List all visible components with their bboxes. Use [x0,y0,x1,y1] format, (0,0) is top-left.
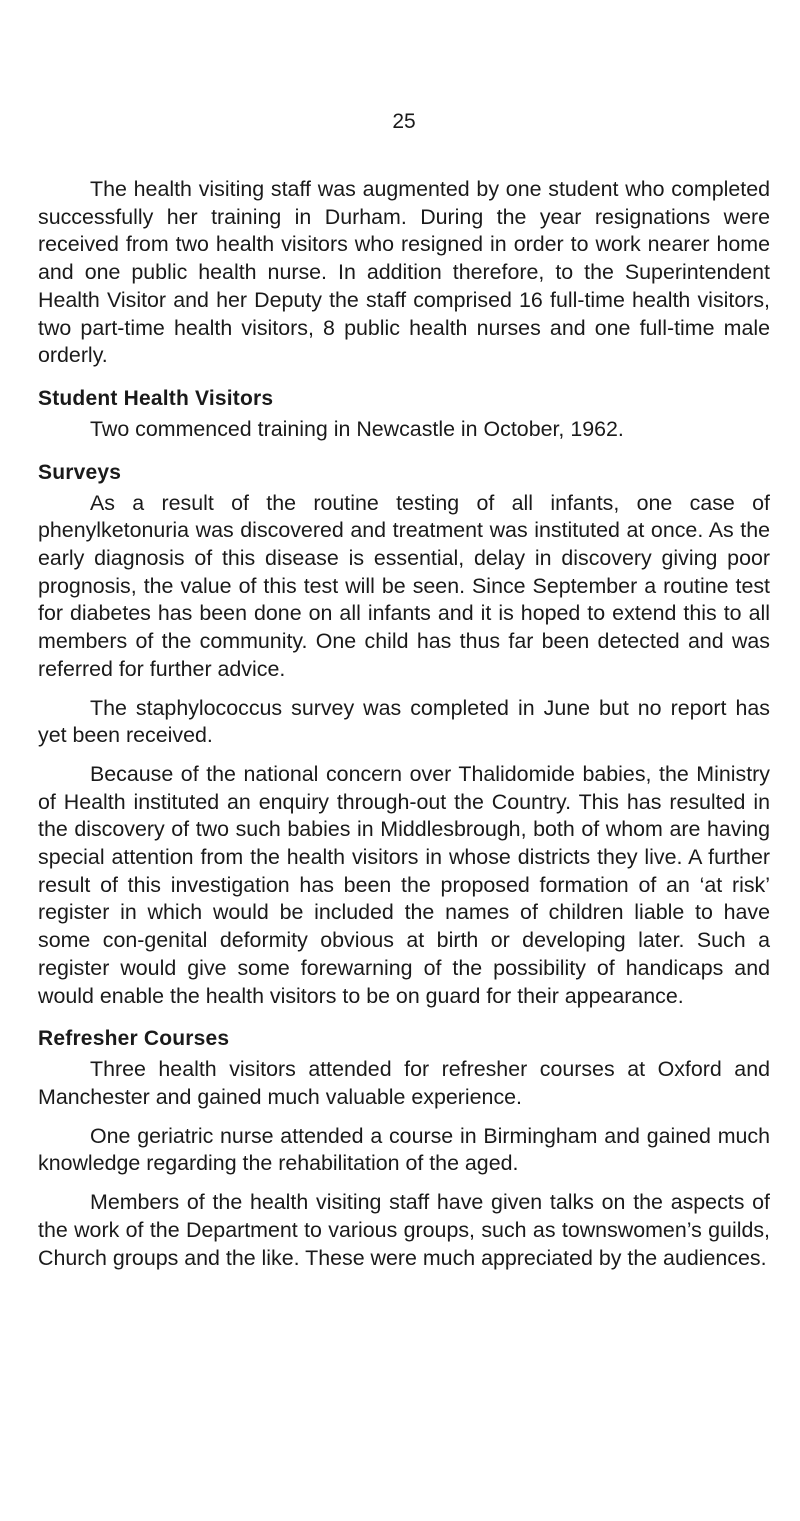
intro-paragraph: The health visiting staff was augmented by one student who completed successfully her training in Durham. During the year resignations were received from two health visitors who resigned in order to work nearer home and one public health nurse. In addition therefore, to the Superintendent Health Visitor and her Deputy the staff comprised 16 full-time health visitors, two part-time health visitors, 8 public health nurses and one full-time male orderly. [38,177,770,368]
document-body [38,176,770,1272]
section-heading: Surveys [38,460,122,484]
section-heading: Refresher Courses [38,1027,230,1051]
paragraph: One geriatric nurse attended a course in Birmingham and gained much knowledge regarding the rehabilitation of the aged. [38,1123,770,1176]
section-refresher-courses [38,1025,770,1272]
section-student-health-visitors [38,385,770,444]
paragraph: The staphylococcus survey was completed in June but no report has yet been received. [38,695,770,748]
paragraph: Two commenced training in Newcastle in October, 1962. [90,416,624,441]
section-surveys [38,459,770,1011]
paragraph: Because of the national concern over Thalidomide babies, the Ministry of Health instituted an enquiry through-out the Country. This has resulted in the discovery of two such babies in Middlesbrough, both of whom are having special attention from the health visitors in whose districts they live. A further result of this investigation has been the proposed formation of an ‘at risk’ register in which would be included the names of children liable to have some con-genital deformity obvious at birth or developing later. Such a register would give some forewarning of the possibility of handicaps and would enable the health visitors to be on guard for their appearance. [38,761,770,1008]
page-number: 25 [392,110,416,133]
paragraph: Three health visitors attended for refresher courses at Oxford and Manchester and gained much valuable experience. [38,1057,770,1109]
paragraph: Members of the health visiting staff have given talks on the aspects of the work of the Department to various groups, such as townswomen’s guilds, Church groups and the like. These were much appreciated by the audiences. [38,1190,770,1270]
paragraph: As a result of the routine testing of all infants, one case of phenylketonuria was discovered and treatment was instituted at once. As the early diagnosis of this disease is essential, delay in discovery giving poor prognosis, the value of this test will be seen. Since September a routine test for diabetes has been done on all infants and it is hoped to extend this to all members of the community. One child has thus far been detected and was referred for further advice. [38,490,770,681]
section-heading: Student Health Visitors [38,386,274,410]
